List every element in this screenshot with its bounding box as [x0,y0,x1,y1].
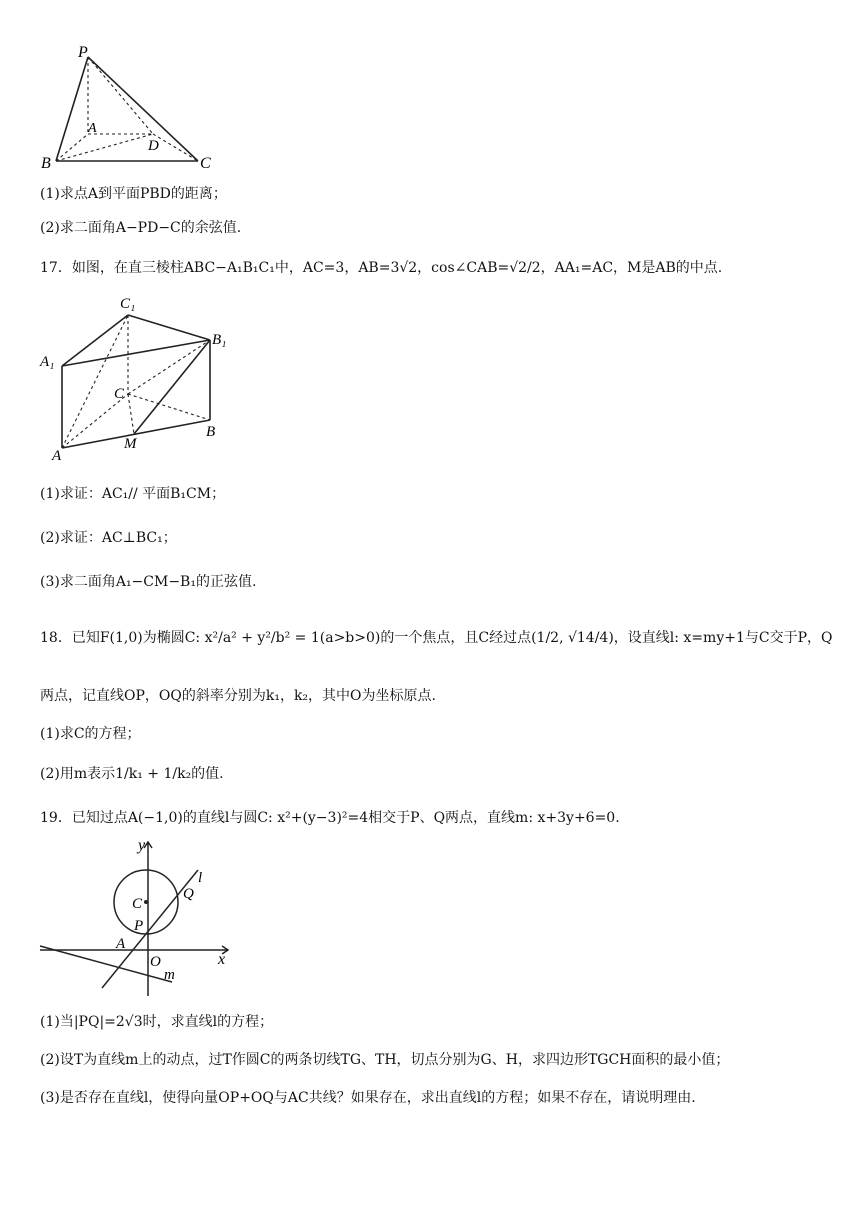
q18-part2: (2)用m表示1/k₁ + 1/k₂的值. [40,766,224,782]
figure-17-prism [38,290,238,462]
figure-16-pyramid [38,44,228,174]
q17-part1: (1)求证：AC₁// 平面B₁CM； [40,486,226,502]
q18-stem-line2: 两点，记直线OP，OQ的斜率分别为k₁，k₂，其中O为坐标原点. [40,688,436,704]
q18-stem-line1: 18．已知F(1,0)为椭圆C: x²/a² + y²/b² = 1(a>b>0)的一个焦点，且C经过点(1/2, √14/4)，设直线l: x=my+1与C交于P，Q [40,630,833,646]
label-x: x [218,951,226,968]
q19-part2: (2)设T为直线m上的动点，过T作圆C的两条切线TG、TH，切点分别为G、H，求四边形TGCH面积的最小值； [40,1052,730,1068]
q16-part2: (2)求二面角A−PD−C的余弦值. [40,220,242,236]
edge-A1C1 [62,315,128,366]
label-B: B [206,424,216,440]
edge-C1B1 [128,315,210,340]
label-y: y [138,837,146,854]
edge-A1B1 [62,340,210,366]
q17-part2: (2)求证：AC⊥BC₁； [40,530,177,546]
q17-stem: 17．如图，在直三棱柱ABC−A₁B₁C₁中，AC=3，AB=3√2，cos∠CAB=√2/2，AA₁=AC，M是AB的中点. [40,260,723,276]
label-A: A [116,936,126,952]
figure-17-svg [38,290,238,462]
q19-stem: 19．已知过点A(−1,0)的直线l与圆C: x²+(y−3)²=4相交于P、Q两点，直线m: x+3y+6=0. [40,810,620,826]
label-A: A [52,448,62,462]
figure-16-svg [38,44,228,174]
label-m: m [164,967,175,983]
label-Q: Q [183,886,194,902]
label-C: C [200,155,211,172]
q19-part1: (1)当|PQ|=2√3时，求直线l的方程； [40,1014,274,1030]
q16-part1: (1)求点A到平面PBD的距离； [40,186,227,202]
edge-CB [128,394,210,420]
label-C: C [132,896,143,912]
label-P: P [78,44,88,61]
edge-PD [88,57,153,134]
edge-AC [62,394,128,448]
figure-19-coordinate [38,836,238,1000]
edge-MB1 [134,340,210,434]
edge-AC1 [62,315,128,448]
label-B: B [41,155,51,172]
edge-CB1 [128,340,210,394]
edge-DC [153,134,198,161]
edge-BD [56,134,153,161]
edge-PB [56,57,88,161]
q18-part1: (1)求C的方程； [40,726,141,742]
label-M: M [124,436,137,452]
center-point [144,900,148,904]
edge-CM [128,394,134,434]
label-B1: B₁ [212,332,227,348]
label-D: D [148,138,159,154]
q17-part3: (3)求二面角A₁−CM−B₁的正弦值. [40,574,257,590]
label-A1: A₁ [40,354,55,370]
label-C: C [114,386,125,402]
q19-part3: (3)是否存在直线l，使得向量OP+OQ与AC共线？如果存在，求出直线l的方程；如果不存在，请说明理由. [40,1090,696,1106]
figure-19-svg [38,836,238,1000]
label-C1: C₁ [120,296,136,312]
label-P: P [134,918,144,934]
label-O: O [150,954,161,970]
edge-PC [88,57,198,161]
label-l: l [198,870,203,886]
label-A: A [88,121,97,136]
